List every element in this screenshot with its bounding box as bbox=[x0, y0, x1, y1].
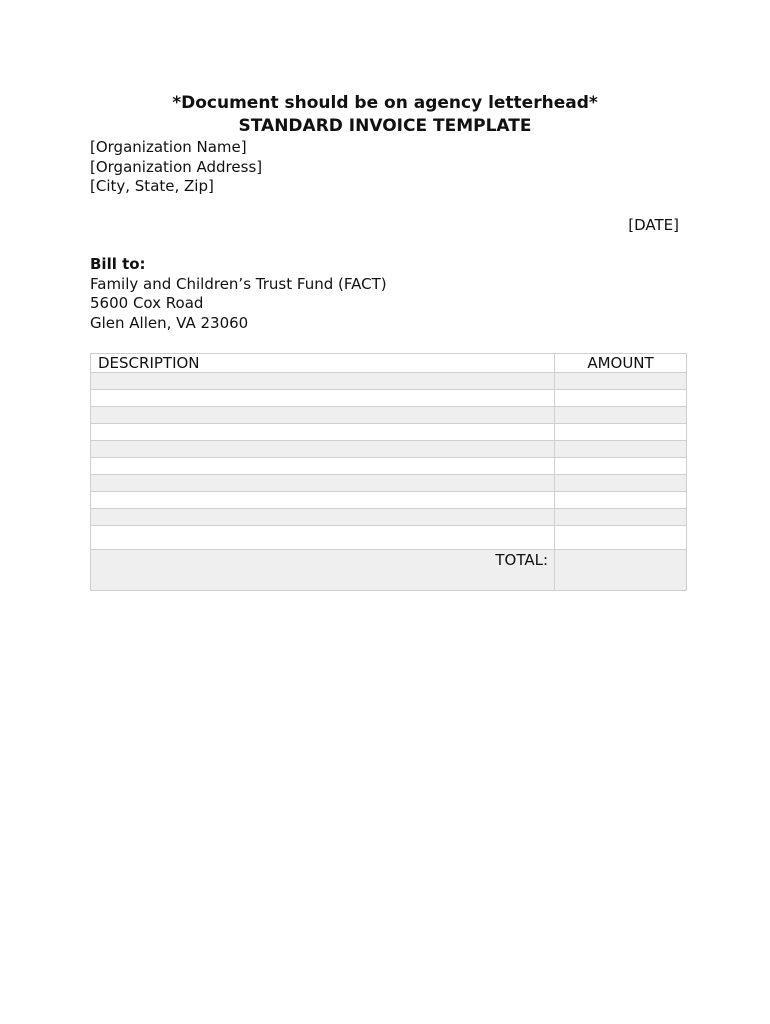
bill-to-block bbox=[90, 255, 387, 333]
description-cell[interactable] bbox=[91, 475, 555, 492]
organization-city-state-zip: [City, State, Zip] bbox=[90, 177, 214, 195]
table-row bbox=[91, 526, 687, 550]
description-cell[interactable] bbox=[91, 407, 555, 424]
amount-header: AMOUNT bbox=[555, 354, 687, 373]
letterhead-notice: *Document should be on agency letterhead* bbox=[172, 93, 598, 113]
amount-cell[interactable] bbox=[555, 407, 687, 424]
table-row bbox=[91, 475, 687, 492]
amount-cell[interactable] bbox=[555, 526, 687, 550]
amount-cell[interactable] bbox=[555, 475, 687, 492]
description-cell[interactable] bbox=[91, 424, 555, 441]
description-cell[interactable] bbox=[91, 509, 555, 526]
organization-address: [Organization Address] bbox=[90, 157, 263, 176]
table-row bbox=[91, 373, 687, 390]
bill-to-street: 5600 Cox Road bbox=[90, 294, 204, 312]
total-row bbox=[91, 550, 687, 591]
amount-cell[interactable] bbox=[555, 373, 687, 390]
bill-to-name: Family and Children’s Trust Fund (FACT) bbox=[90, 274, 387, 293]
organization-block bbox=[90, 138, 262, 197]
total-label: TOTAL: bbox=[91, 550, 555, 591]
bill-to-city: Glen Allen, VA 23060 bbox=[90, 313, 249, 332]
table-row bbox=[91, 390, 687, 407]
table-row bbox=[91, 407, 687, 424]
table-row bbox=[91, 424, 687, 441]
description-cell[interactable] bbox=[91, 492, 555, 509]
document-title: STANDARD INVOICE TEMPLATE bbox=[238, 116, 532, 136]
description-cell[interactable] bbox=[91, 373, 555, 390]
organization-name: [Organization Name] bbox=[90, 138, 247, 156]
table-row bbox=[91, 509, 687, 526]
table-row bbox=[91, 441, 687, 458]
amount-cell[interactable] bbox=[555, 424, 687, 441]
amount-cell[interactable] bbox=[555, 509, 687, 526]
table-header-row bbox=[91, 354, 687, 373]
invoice-date: [DATE] bbox=[628, 216, 679, 234]
description-header: DESCRIPTION bbox=[91, 354, 555, 373]
description-cell[interactable] bbox=[91, 441, 555, 458]
table-row bbox=[91, 492, 687, 509]
amount-cell[interactable] bbox=[555, 458, 687, 475]
invoice-table bbox=[90, 353, 687, 591]
amount-cell[interactable] bbox=[555, 441, 687, 458]
total-amount-cell[interactable] bbox=[555, 550, 687, 591]
description-cell[interactable] bbox=[91, 458, 555, 475]
table-row bbox=[91, 458, 687, 475]
amount-cell[interactable] bbox=[555, 492, 687, 509]
bill-to-label: Bill to: bbox=[90, 255, 146, 273]
description-cell[interactable] bbox=[91, 526, 555, 550]
description-cell[interactable] bbox=[91, 390, 555, 407]
amount-cell[interactable] bbox=[555, 390, 687, 407]
